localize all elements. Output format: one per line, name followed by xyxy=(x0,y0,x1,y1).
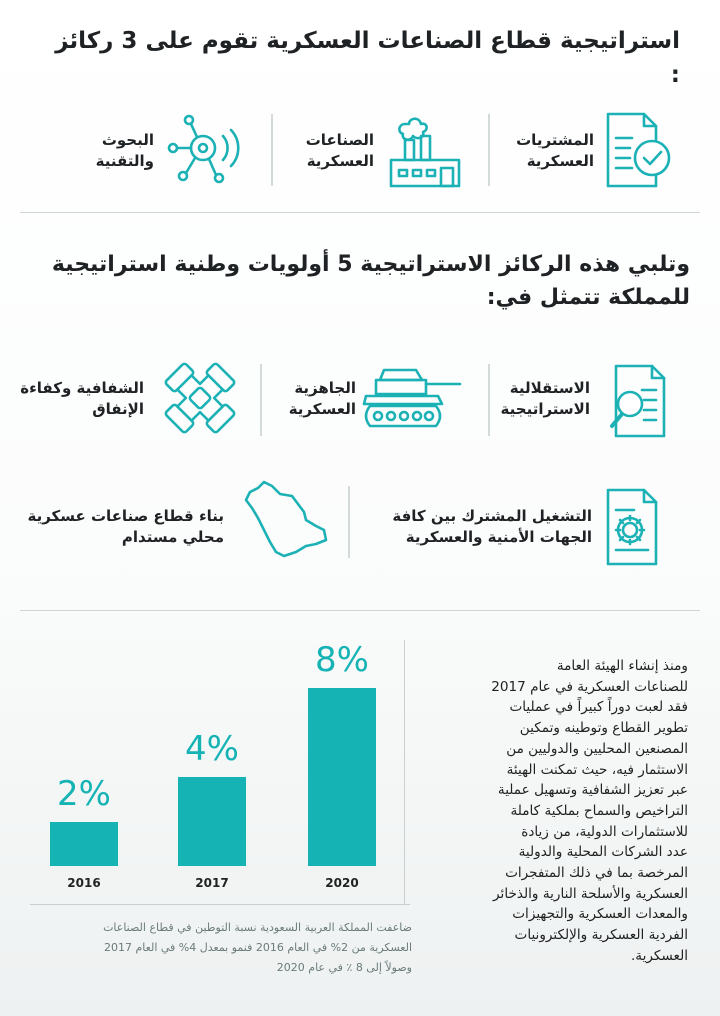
network-research-icon xyxy=(163,110,247,190)
chart-bar xyxy=(50,822,118,866)
chart-baseline xyxy=(30,904,410,905)
paragraph-line: عبر تعزيز الشفافية وتسهيل عملية xyxy=(497,782,688,799)
section2-title: وتلبي هذه الركائز الاستراتيجية 5 أولويات وطنية استراتيجية للمملكة تتمثل في: xyxy=(51,252,690,310)
separator xyxy=(260,364,262,436)
priority-label-independence: الاستقلالية الاستراتيجية xyxy=(500,379,590,418)
localization-chart xyxy=(0,640,420,910)
paragraph-line: فقد لعبت دوراً كبيراً في عمليات xyxy=(509,699,688,716)
separator xyxy=(348,486,350,558)
document-gear-icon xyxy=(598,486,672,570)
factory-icon xyxy=(385,112,465,192)
tank-icon xyxy=(360,360,464,436)
paragraph-line: التراخيص والسماح بملكية كاملة xyxy=(510,802,688,819)
priority-label-local-industry: بناء قطاع صناعات عسكرية محلي مستدام xyxy=(27,507,224,546)
paragraph-line: للصناعات العسكرية في عام 2017 xyxy=(491,678,688,695)
section1-title: استراتيجية قطاع الصناعات العسكرية تقوم على 3 ركائز : xyxy=(55,28,680,88)
chart-x-tick-label: 2016 xyxy=(67,876,101,890)
paragraph-line: العسكرية. xyxy=(630,947,688,964)
separator xyxy=(488,114,490,186)
priority-label-readiness: الجاهزية العسكرية xyxy=(288,379,356,418)
hands-together-icon xyxy=(160,358,240,438)
paragraph-line: للاستثمارات الدولية، من زيادة xyxy=(521,823,688,840)
document-check-icon xyxy=(600,110,676,194)
body-paragraph xyxy=(428,656,688,967)
document-search-icon xyxy=(606,362,676,442)
paragraph-line: ومنذ إنشاء الهيئة العامة xyxy=(556,658,688,674)
pillar-label-purchases: المشتريات العسكرية xyxy=(516,131,594,170)
priority-label-joint-operation: التشغيل المشترك بين كافة الجهات الأمنية والعسكرية xyxy=(392,507,592,546)
priority-label-transparency: الشفافية وكفاءة الإنفاق xyxy=(20,379,144,418)
section-divider xyxy=(20,212,700,213)
chart-x-tick-label: 2017 xyxy=(195,876,229,890)
paragraph-line: العسكرية والأسلحة النارية والذخائر xyxy=(493,885,688,902)
chart-bar xyxy=(308,688,376,866)
paragraph-line: المرخصة بما في ذلك المتفجرات xyxy=(505,865,688,882)
separator xyxy=(271,114,273,186)
chart-bar xyxy=(178,777,246,866)
saudi-map-icon xyxy=(236,478,336,562)
paragraph-line: والمعدات العسكرية والتجهيزات xyxy=(512,906,688,923)
paragraph-line: عدد الشركات المحلية والدولية xyxy=(518,844,688,861)
chart-data-label: 8% xyxy=(315,640,369,681)
chart-right-border xyxy=(404,640,405,904)
separator xyxy=(488,364,490,436)
paragraph-line: تطوير القطاع وتوطينه وتمكين xyxy=(519,720,688,737)
section-divider xyxy=(20,610,700,611)
chart-x-tick-label: 2020 xyxy=(325,876,359,890)
chart-note: ضاعفت المملكة العربية السعودية نسبة التوطين في قطاع الصناعات العسكرية من 2% في العام 2016 فنمو بمعدل 4% في العام 2017 وصولاً إلى 8 ٪ في عام 2020 xyxy=(103,921,412,974)
paragraph-line: الاستثمار فيه، حيث تمكنت الهيئة xyxy=(506,761,688,778)
chart-data-label: 2% xyxy=(57,773,111,814)
chart-data-label: 4% xyxy=(185,729,239,770)
paragraph-line: الفردية العسكرية والإلكترونيات xyxy=(514,927,688,944)
paragraph-line: المصنعين المحليين والدوليين من xyxy=(506,740,688,757)
pillar-label-research: البحوث والتقنية xyxy=(95,131,154,170)
pillar-label-industries: الصناعات العسكرية xyxy=(305,131,374,170)
